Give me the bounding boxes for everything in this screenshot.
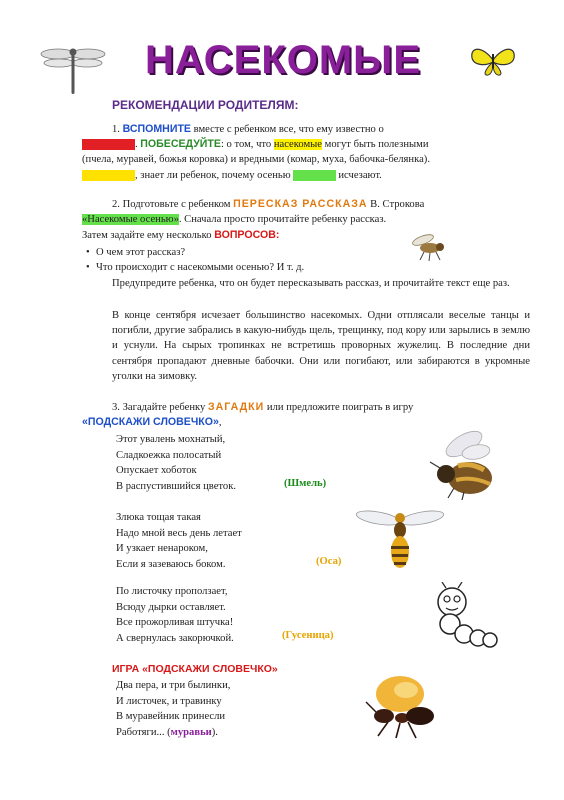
game-poem: Два пера, и три былинки, И листочек, и травинку В муравейник принесли Работяги... (муравьи).: [116, 680, 231, 738]
green-highlight: [293, 170, 335, 181]
story-title: «Насекомые осенью»: [82, 214, 179, 226]
insects-highlight: насекомые: [273, 139, 322, 151]
section-3: 3. Загадайте ребенку ЗАГАДКИ или предложите поиграть в игру «ПОДСКАЖИ СЛОВЕЧКО»,: [82, 401, 414, 429]
questions-label: ВОПРОСОВ:: [214, 229, 280, 241]
retelling-label: ПЕРЕСКАЗ РАССКАЗА: [233, 198, 368, 210]
remember-label: ВСПОМНИТЕ: [122, 123, 191, 135]
riddle-1: Этот увалень мохнатый, Сладкоежка полосатый Опускает хоботок В распустившийся цветок.: [116, 434, 236, 492]
page-title: НАСЕКОМЫЕ: [144, 38, 422, 82]
section-2-para-1: Предупредите ребенка, что он будет пересказывать рассказ, и прочитайте текст еще раз.: [112, 278, 510, 289]
recommendations-heading: РЕКОМЕНДАЦИИ РОДИТЕЛЯМ:: [112, 98, 299, 112]
riddles-label: ЗАГАДКИ: [207, 401, 265, 413]
list-item: • О чем этот рассказ?: [96, 245, 304, 260]
list-item: • Что происходит с насекомыми осенью? И т. д.: [96, 260, 304, 275]
section-2-questions-line: Затем задайте ему несколько ВОПРОСОВ:: [82, 229, 280, 241]
riddle-2: Злюка тощая такая Надо мной весь день летает И узкает ненароком, Если я зазеваюсь боком.: [116, 512, 242, 570]
section-1: 1. ВСПОМНИТЕ вместе с ребенком все, что ему известно о . ПОБЕСЕДУЙТЕ: о том, что насекомые могут быть полезными (пчела, муравей, божья коровка) и вредными (комар, муха, бабочка-белянка). , знает ли ребенок, почему осенью исчезают.: [82, 123, 430, 181]
red-highlight: [82, 139, 135, 150]
dragonfly-icon: [40, 44, 106, 96]
questions-list: [96, 245, 304, 275]
game-label: «ПОДСКАЖИ СЛОВЕЧКО»: [82, 416, 219, 429]
game-answer: муравьи: [170, 726, 212, 738]
butterfly-icon: [468, 44, 518, 78]
riddle-3: По листочку проползает, Всюду дырки оставляет. Все прожорливая штучка! А свернулась закорючкой.: [116, 586, 234, 644]
yellow-highlight: [82, 170, 135, 181]
section-2: 2. Подготовьте с ребенком ПЕРЕСКАЗ РАССКАЗА В. Строкова «Насекомые осенью». Сначала просто прочитайте ребенку рассказ.: [82, 198, 425, 226]
game-heading: ИГРА «ПОДСКАЖИ СЛОВЕЧКО»: [112, 663, 278, 675]
bumblebee-icon: [424, 430, 498, 502]
discuss-label: ПОБЕСЕДУЙТЕ: [140, 138, 221, 151]
answer-3: (Гусеница): [282, 630, 334, 641]
caterpillar-icon: [430, 582, 500, 652]
ant-icon: [344, 672, 444, 742]
wasp-icon: [354, 506, 446, 572]
section-2-para-2: В конце сентября исчезает большинство насекомых. Одни отплясали веселые танцы и погибли, другие забрались в какую-нибудь щель, трещинку, под кору или зарылись в землю и уснули. На сырых тропинках не встретишь проворных жужелиц. В последние дни сентября пропадают дневные бабочки. Они или погибают, или забираются в укромные уголки на зимовку.: [112, 310, 530, 382]
answer-1: (Шмель): [284, 478, 327, 489]
answer-2: (Оса): [316, 556, 342, 567]
fly-icon: [408, 232, 450, 262]
